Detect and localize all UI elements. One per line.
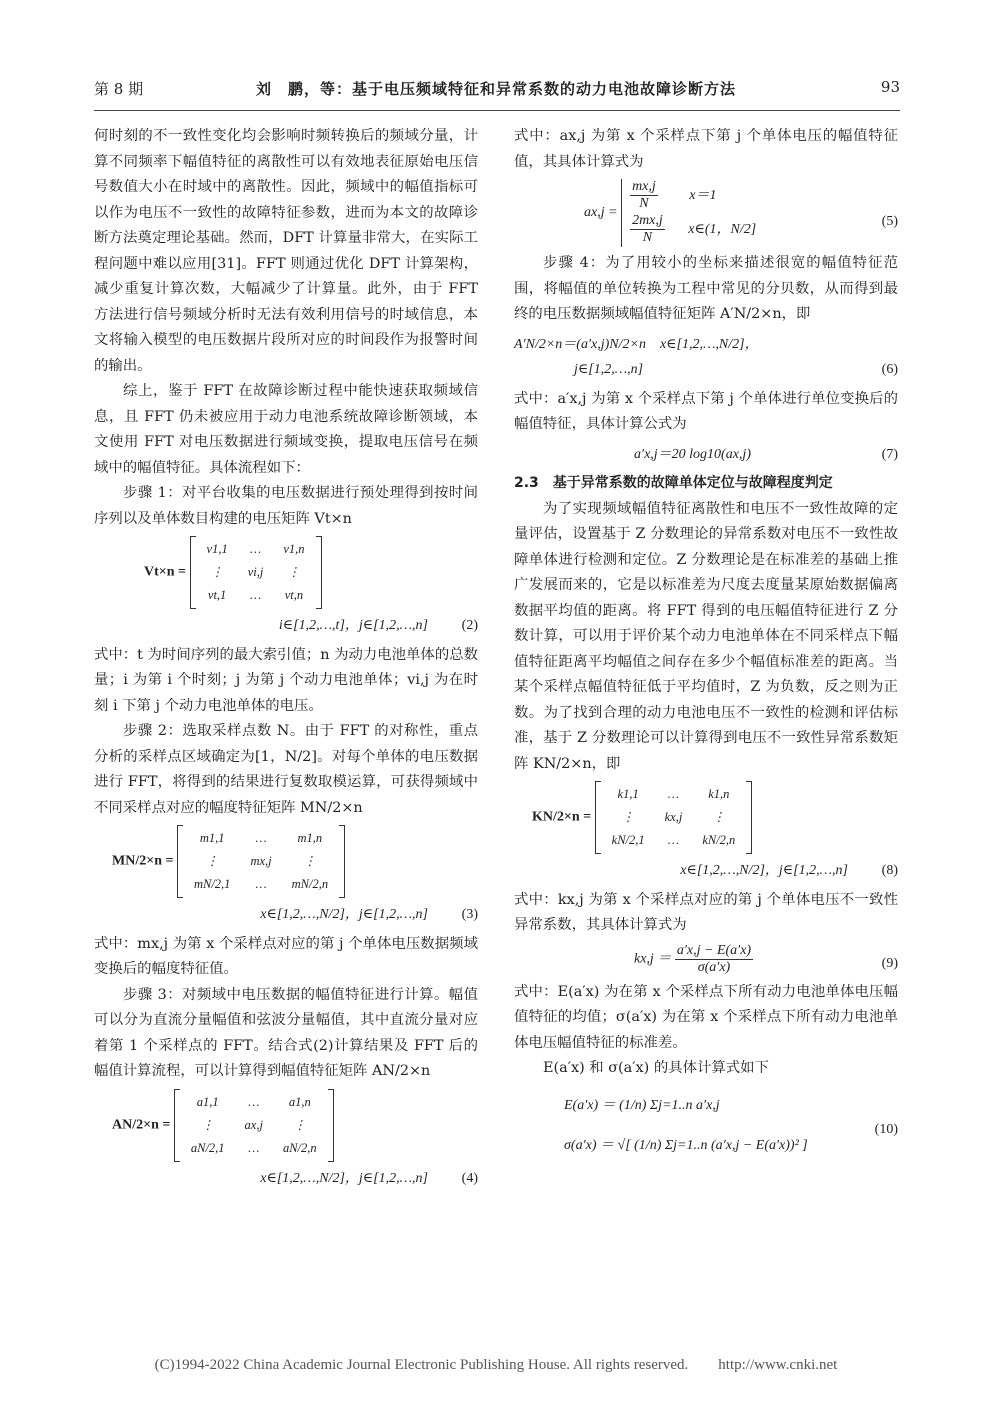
equation-3-domain: x∈[1,2,…,N/2]，j∈[1,2,…,n] (3)	[94, 902, 478, 928]
equation-number: (4)	[461, 1170, 478, 1186]
paragraph: 为了实现频域幅值特征离散性和电压不一致性故障的定量评估，设置基于 Z 分数理论的异常系数对电压不一致性故障单体进行检测和定位。Z 分数理论是在标准差的基础上推广发展而来的，它是以标准差为尺度去度量某原始数据偏离数据平均值的距离。将 FFT 得到的电压幅值特征进行 Z 分数计算，可以用于评价某个动力电池单体在不同采样点下幅值特征距离平均幅值之间存在多少个幅值标准差的距离。当某个采样点幅值特征低于平均值时，Z 为负数，反之则为正数。为了找到合理的动力电池电压不一致性的检测和评估标准，基于 Z 分数理论可以计算得到电压不一致性异常系数矩阵 KN/2×n，即	[514, 500, 898, 772]
cases: $\frac{mx,j}{N}$ x＝1 $\frac{2mx,j}{N}$ x∈(1，N/2]	[621, 179, 756, 247]
paragraph: 步骤 3：对频域中电压数据的幅值特征进行计算。幅值可以分为直流分量幅值和弦波分量幅值，其中直流分量对应着第 1 个采样点的 FFT。结合式(2)计算结果及 FFT 后的幅值计算流程，可以计算得到幅值特征矩阵 AN/2×n	[94, 986, 478, 1079]
equation-number: (10)	[874, 1121, 898, 1137]
paragraph: 何时刻的不一致性变化均会影响时频转换后的频域分量，计算不同频率下幅值特征的离散性可以有效地表征原始电压信号数值大小在时域中的离散性。因此，频域中的幅值指标可以作为电压不一致性的故障特征参数，进而为本文的故障诊断方法奠定理论基础。然而，DFT 计算量非常大，在实际工程问题中难以应用[31]。FFT 则通过优化 DFT 计算架构，减少重复计算次数，大幅减少了计算量。此外，由于 FFT 方法进行信号频域分析时无法有效利用信号的时域信息，本文将输入模型的电压数据片段所对应的时间段作为报警时间的输出。	[94, 128, 478, 374]
equation-6: A′N/2×n＝(a′x,j)N/2×n x∈[1,2,…,N/2]， j∈[1,2,…,n] (6)	[514, 332, 898, 383]
journal-issue: 第 8 期	[94, 80, 144, 98]
eq-lhs: AN/2×n =	[112, 1117, 171, 1133]
matrix: a1,1 … a1,n ⋮ ax,j ⋮ aN/2,1 … aN/2,n	[174, 1089, 334, 1162]
paragraph: 式中：t 为时间序列的最大索引值；n 为动力电池单体的总数量；i 为第 i 个时刻；j 为第 j 个动力电池单体；vi,j 为在时刻 i 下第 j 个动力电池单体的电压。	[94, 646, 478, 714]
paragraph: 步骤 2：选取采样点数 N。由于 FFT 的对称性，重点分析的采样点区域确定为[1，N/2]。对每个单体的电压数据进行 FFT，将得到的结果进行复数取模运算，可获得频域中不同采样点对应的幅度特征矩阵 MN/2×n	[94, 723, 478, 816]
copyright-footer: (C)1994-2022 China Academic Journal Electronic Publishing House. All rights reserved. http://www.cnki.net	[154, 1357, 838, 1373]
paragraph: 式中：a′x,j 为第 x 个采样点下第 j 个单体进行单位变换后的幅值特征，具体计算公式为	[514, 390, 898, 432]
equation-8-domain: x∈[1,2,…,N/2]，j∈[1,2,…,n] (8)	[514, 858, 898, 884]
eq-lhs: MN/2×n =	[112, 853, 174, 869]
matrix: k1,1 … k1,n ⋮ kx,j ⋮ kN/2,1 … kN/2,n	[595, 781, 753, 854]
left-column	[94, 124, 478, 1195]
equation-2-domain: i∈[1,2,…,t]，j∈[1,2,…,n] (2)	[94, 613, 478, 639]
section-heading: 2.3 基于异常系数的故障单体定位与故障程度判定	[514, 475, 833, 491]
equation-number: (2)	[461, 618, 478, 633]
paragraph: 式中：E(a′x) 为在第 x 个采样点下所有动力电池单体电压幅值特征的均值；σ(a′x) 为在第 x 个采样点下所有动力电池单体电压幅值特征的标准差。	[514, 983, 898, 1051]
equation-4-domain: x∈[1,2,…,N/2]，j∈[1,2,…,n] (4)	[94, 1166, 478, 1192]
page-number: 93	[880, 78, 900, 96]
equation-10: E(a′x) ＝ (1/n) Σj=1..n a′x,j σ(a′x) ＝ √[ (1/n) Σj=1..n (a′x,j − E(a′x))² ] (10)	[564, 1097, 898, 1153]
matrix: v1,1 … v1,n ⋮ vi,j ⋮ vt,1 … vt,n	[190, 536, 322, 609]
header-rule	[94, 110, 900, 111]
paragraph: 综上，鉴于 FFT 在故障诊断过程中能快速获取频域信息，且 FFT 仍未被应用于动力电池系统故障诊断领域，本文使用 FFT 对电压数据进行频域变换，提取电压信号在频域中的幅值特征。具体流程如下：	[94, 383, 478, 476]
equation-8	[514, 781, 898, 854]
eq-lhs: ax,j =	[584, 205, 618, 221]
paragraph: 步骤 1：对平台收集的电压数据进行预处理得到按时间序列以及单体数目构建的电压矩阵 Vt×n	[94, 485, 478, 527]
equation-number: (9)	[881, 955, 898, 971]
equation-4	[94, 1089, 478, 1162]
equation-7: a′x,j＝20 log10(ax,j) (7)	[514, 442, 898, 468]
eq-lhs: KN/2×n =	[532, 809, 592, 825]
equation-3	[94, 825, 478, 898]
paragraph: 式中：ax,j 为第 x 个采样点下第 j 个单体电压的幅值特征值，其具体计算式为	[514, 128, 898, 170]
matrix: m1,1 … m1,n ⋮ mx,j ⋮ mN/2,1 … mN/2,n	[177, 825, 345, 898]
eq-lhs: Vt×n =	[144, 564, 187, 580]
equation-5	[514, 179, 898, 247]
equation-9: kx,j ＝ $\frac{a'x,j - E(a'x)}{\sigma(a'x)}$ (9)	[634, 942, 898, 975]
equation-number: (6)	[881, 362, 898, 377]
equation-number: (7)	[881, 446, 898, 462]
paragraph: 式中：kx,j 为第 x 个采样点对应的第 j 个单体电压不一致性异常系数，其具体计算式为	[514, 891, 898, 933]
paragraph: 式中：mx,j 为第 x 个采样点对应的第 j 个单体电压数据频域变换后的幅度特征值。	[94, 935, 478, 977]
running-title: 刘 鹏，等：基于电压频域特征和异常系数的动力电池故障诊断方法	[255, 80, 736, 98]
right-column	[514, 124, 898, 1170]
paragraph: E(a′x) 和 σ(a′x) 的具体计算式如下	[543, 1060, 769, 1076]
equation-2	[94, 536, 478, 609]
equation-number: (5)	[881, 214, 898, 229]
equation-number: (8)	[881, 863, 898, 878]
paragraph: 步骤 4：为了用较小的坐标来描述很宽的幅值特征范围，将幅值的单位转换为工程中常见的分贝数，从而得到最终的电压数据频域幅值特征矩阵 A′N/2×n，即	[514, 255, 898, 322]
equation-number: (3)	[461, 907, 478, 922]
